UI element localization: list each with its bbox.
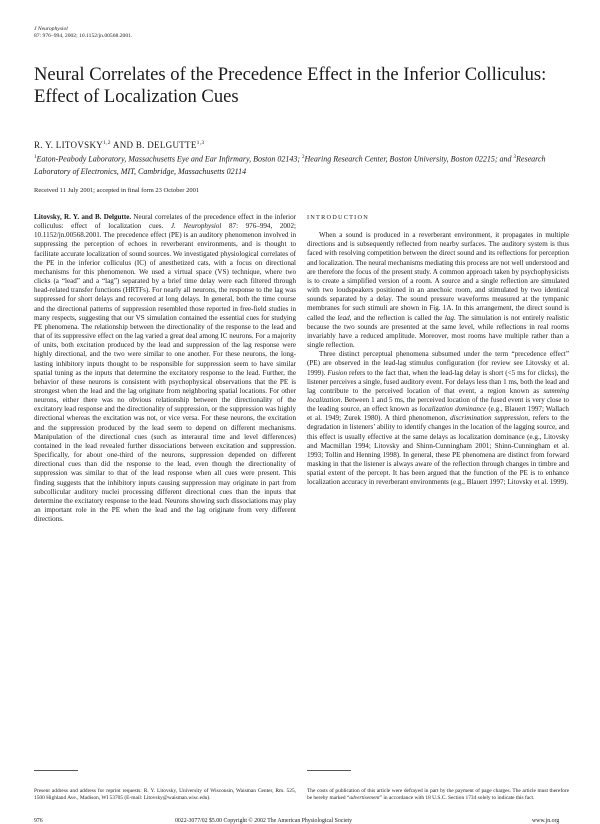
journal-name: J Neurophysiol	[34, 26, 68, 32]
abstract-title: Neural correlates of the precedence effect in the inferior colliculus: effect of localization cues.	[34, 213, 296, 231]
footnote-costs	[307, 788, 569, 802]
issn-copyright: 0022-3077/02 $5.00 Copyright © 2002 The American Physiological Society	[175, 818, 353, 824]
intro-text: , refers to the degradation in listeners’ ability to identify changes in the location of the lagging source, and this effect is usually effective at the same delays as localization dominance (e.g., Litovsky and Macmillan 1994; Litovsky and Shinn-Cunningham 2001; Shinn-Cunningham et al. 1993; Tollin and Henning 1998). In general, these PE phenomena are distinct from forward masking in that the listener is always aware of the reflection through changes in timbre and spatial extent of the percept. It has been argued that the function of the PE is to enhance localization accuracy in reverberant environments (e.g., Blauert 1997; Litovsky et al. 1999).	[307, 414, 569, 487]
affiliation-text: Hearing Research Center, Boston University, Boston 02215; and	[304, 154, 514, 164]
intro-text: When a sound is produced in a reverberant environment, it propagates in multiple directions and is subsequently reflected from nearby surfaces. The auditory system is thus faced with resolving competition between the direct sound and its reflections for perception and localization. The neural mechanisms mediating this process are not well understood and are therefore the focus of the present study. A common approach taken by psychophysicists is to create a simplified version of a room. A source and a single reflection are simulated with two loudspeakers positioned in an anechoic room, and stimulated by two identical sounds separated by a delay. The sound pressure waveforms measured at the tympanic membranes for such stimuli are shown in Fig. 1A. In this arrangement, the direct sound is called the	[307, 231, 569, 322]
abstract-journal: J. Neurophysiol	[170, 222, 222, 231]
intro-paragraph	[307, 350, 569, 487]
journal-website: www.jn.org	[532, 818, 560, 824]
footnote-address: Present address and address for reprint requests: R. Y. Litovsky, University of Wisconsin, Waisman Center, Rm. 525, 1500 Highland Ave., Madison, WI 53705 (E-mail: Litovsky@waisman.wisc.edu).	[34, 788, 296, 802]
affiliation-marker: 2	[302, 155, 305, 160]
article-title: Neural Correlates of the Precedence Effect in the Inferior Colliculus: Effect of Localization Cues	[34, 64, 547, 107]
abstract-citation: 87: 976–994, 2002; 10.1152/jn.00568.2001.	[34, 222, 296, 240]
author-affiliation-marker: 1,2	[103, 140, 111, 146]
intro-term-fusion: Fusion	[327, 368, 348, 377]
abstract-authors: Litovsky, R. Y. and B. Delgutte.	[34, 213, 132, 221]
affiliation-marker: 1	[34, 155, 37, 160]
footnote-rule	[307, 770, 351, 771]
intro-term-dominance: localization dominance	[419, 405, 487, 414]
intro-text: refers to the fact that, when the lead-lag delay is short (<5 ms for clicks), the listener perceives a single, fused auditory event. For delays less than 1 ms, both the lead and lag contribute to the perceived location of that event, a region known as	[307, 368, 569, 395]
intro-term-discrimination: discrimination suppression	[450, 414, 529, 423]
affiliation-text: Research Laboratory of Electronics, MIT, Cambridge, Massachusetts 02114	[34, 154, 546, 176]
affiliation-text: Eaton-Peabody Laboratory, Massachusetts Eye and Ear Infirmary, Boston 02143;	[36, 154, 303, 164]
page-number: 976	[34, 818, 43, 824]
intro-term-summing: summing localization	[307, 386, 569, 404]
author-name: B. DELGUTTE	[135, 140, 197, 150]
intro-text: . The simulation is not entirely realistic because the two sounds are presented at the same level, while reflections in real rooms invariably have a reduced amplitude. Moreover, most rooms have multiple rather than a single reflection.	[307, 313, 569, 350]
author-name: R. Y. LITOVSKY	[34, 140, 104, 150]
intro-term-lag: lag	[444, 313, 454, 322]
footnote-text: ” in accordance with 18 U.S.C. Section 1734 solely to indicate this fact.	[379, 795, 535, 802]
footnote-rule	[34, 770, 78, 771]
introduction	[307, 213, 569, 488]
intro-text: Three distinct perceptual phenomena subsumed under the term “precedence effect” (PE) are observed in the lead-lag stimulus configuration (for review see Litovsky et al. 1999).	[307, 350, 569, 377]
author-affiliation-marker: 1,3	[196, 140, 205, 146]
abstract	[34, 213, 296, 524]
abstract-paragraph	[34, 213, 296, 524]
intro-text: , and the reflection is called the	[349, 313, 445, 322]
intro-text: (e.g., Blauert 1997; Wallach et al. 1949; Zurek 1980). A third phenomenon,	[307, 405, 569, 423]
footnote-text: The costs of publication of this article were defrayed in part by the payment of page charges. The article must therefore be hereby marked “	[307, 788, 569, 802]
journal-header	[34, 26, 132, 40]
affiliation-marker: 3	[513, 155, 517, 160]
journal-citation: 87: 976–994, 2002; 10.1152/jn.00568.2001.	[34, 33, 133, 39]
intro-paragraph	[307, 231, 569, 350]
author-line	[34, 140, 204, 150]
received-dates: Received 11 July 2001; accepted in final form 23 October 2001	[34, 187, 200, 194]
affiliations	[34, 152, 574, 178]
footnote-advertisement: advertisement	[349, 795, 380, 802]
intro-text: . Between 1 and 5 ms, the perceived location of the fused event is very close to the leading source, an effect known as	[307, 395, 569, 414]
author-conjunction: AND	[112, 140, 134, 150]
abstract-body: The precedence effect (PE) is an auditory phenomenon involved in suppressing the perception of echoes in reverberant environments, and is thought to facilitate accurate localization of sound sources. We investigated physiological correlates of the PE in the inferior colliculus (IC) of anesthetized cats, with a focus on directional mechanisms for this phenomenon. We used a virtual space (VS) technique, where two clicks (a “lead” and a “lag”) separated by a brief time delay were each filtered through head-related transfer functions (HRTFs). For nearly all neurons, the response to the lag was suppressed for short delays and recovered at long delays. In general, both the time course and the directional patterns of suppression resembled those reported in free-field studies in many respects, suggesting that our VS simulation contained the essential cues for studying PE phenomena. The relationship between the directionality of the response to the lead and that of its suppressive effect on the lag varied a great deal among IC neurons. For a majority of units, both excitation produced by the lead and suppression of the lag response were highly directional, and the two were similar to one another. For these neurons, the long-lasting inhibitory inputs thought to be responsible for suppression seem to have similar spatial tuning as the inputs that determine the excitatory response to the lead. Further, the behavior of these neurons is consistent with psychophysical observations that the PE is strongest when the lead and the lag originate from neighboring spatial locations. For other neurons, either there was no obvious relationship between the directionality of the excitatory lead response and the directionality of suppression, or the suppression was highly directional whereas the excitation was not, or vice versa. For these neurons, the excitation and the suppression produced by the lead seem to depend on different mechanisms. Manipulation of the directional cues (such as interaural time and level differences) contained in the lead revealed further dissociations between excitation and suppression. Specifically, for about one-third of the neurons, suppression depended on different directional cues than did the response to the lead, even though the directionality of suppression was similar to that of the lead response when all cues were present. This finding suggests that the inhibitory inputs causing suppression may originate in part from subcollicular auditory nuclei processing different directional cues than the inputs that determine the excitatory response to the lead. Neurons showing such dissociations may play an important role in the PE when the lead and the lag originate from very different directions.	[34, 231, 296, 524]
section-heading: INTRODUCTION	[307, 214, 369, 221]
intro-term-lead: lead	[337, 313, 350, 322]
